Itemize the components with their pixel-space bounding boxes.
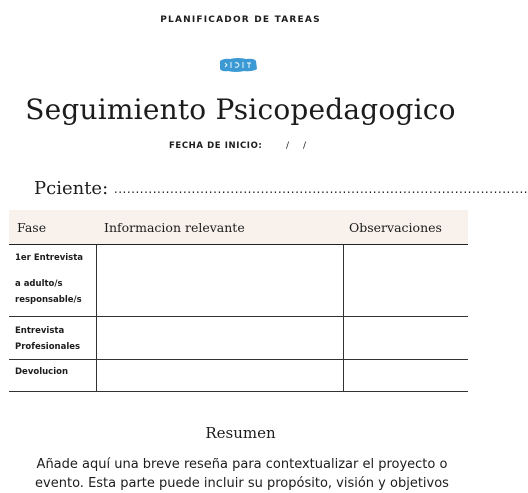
observations-cell[interactable] bbox=[343, 245, 468, 317]
phase-text: Profesionales bbox=[15, 342, 81, 352]
info-cell[interactable] bbox=[96, 317, 343, 360]
info-cell[interactable] bbox=[96, 360, 343, 392]
phase-text: responsable/s bbox=[15, 295, 82, 305]
summary-line: Añade aquí una breve reseña para contextualizar el proyecto o bbox=[36, 457, 448, 472]
column-header-info: Informacion relevante bbox=[96, 210, 343, 245]
date-separator: / bbox=[286, 141, 290, 151]
column-header-phase: Fase bbox=[9, 210, 96, 245]
phase-cell bbox=[9, 360, 96, 392]
phase-cell bbox=[9, 245, 96, 317]
summary-heading: Resumen bbox=[205, 424, 276, 442]
planner-label: PLANIFICADOR DE TAREAS bbox=[160, 15, 321, 25]
tracking-table bbox=[9, 210, 468, 392]
phase-text: Devolucion bbox=[15, 367, 69, 377]
patient-dotted-line: ................................................................................................ bbox=[113, 182, 528, 196]
date-separator: / bbox=[303, 141, 307, 151]
start-date-label: FECHA DE INICIO: bbox=[169, 141, 263, 151]
page-title: Seguimiento Psicopedagogico bbox=[25, 93, 456, 126]
table-row bbox=[9, 317, 468, 360]
phase-text: a adulto/s bbox=[15, 279, 63, 289]
phase-cell bbox=[9, 317, 96, 360]
phase-text: 1er Entrevista bbox=[15, 253, 84, 263]
phase-text: Entrevista bbox=[15, 326, 65, 336]
table-header-row bbox=[9, 210, 468, 245]
patient-field bbox=[34, 178, 528, 199]
observations-cell[interactable] bbox=[343, 360, 468, 392]
summary-paragraph bbox=[22, 455, 462, 493]
table-row bbox=[9, 360, 468, 392]
column-header-observations: Observaciones bbox=[343, 210, 468, 245]
patient-label: Pciente: bbox=[34, 178, 109, 199]
brand-logo bbox=[218, 56, 258, 74]
summary-line: evento. Esta parte puede incluir su propósito, visión y objetivos bbox=[35, 476, 449, 491]
observations-cell[interactable] bbox=[343, 317, 468, 360]
table-row bbox=[9, 245, 468, 317]
info-cell[interactable] bbox=[96, 245, 343, 317]
